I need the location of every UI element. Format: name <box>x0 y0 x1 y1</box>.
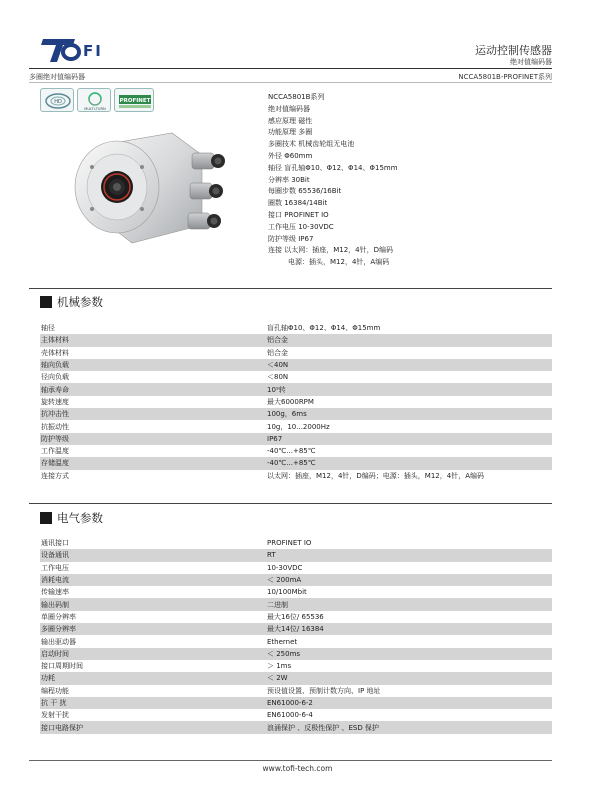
param-name: 防护等级 <box>41 434 69 443</box>
param-name: 轴向负载 <box>41 361 69 370</box>
table-row <box>40 598 552 610</box>
param-name: 接口电路保护 <box>41 723 83 732</box>
param-name: 抗振动性 <box>41 422 69 431</box>
param-value: PROFINET IO <box>267 539 312 548</box>
profinet-badge-icon <box>114 88 154 112</box>
spec-item: 工作电压 10-30VDC <box>268 222 334 231</box>
website-link[interactable]: www.tofi-tech.com <box>262 764 333 773</box>
table-row <box>40 697 552 709</box>
param-value: 铝合金 <box>267 348 288 357</box>
section-divider <box>29 288 552 289</box>
table-row <box>40 396 552 408</box>
param-name: 轴径 <box>41 324 55 333</box>
hd-badge-text: HD <box>54 99 62 105</box>
param-value: ＜ 200mA <box>267 576 302 585</box>
table-row <box>40 445 552 457</box>
table-row <box>40 347 552 359</box>
header-title: 运动控制传感器 <box>475 44 552 57</box>
table-row <box>40 383 552 395</box>
table-row <box>40 408 552 420</box>
spec-item: 多圈技术 机械齿轮组无电池 <box>268 140 355 149</box>
param-name: 旋转速度 <box>41 397 69 406</box>
param-value: -40℃...+85℃ <box>267 459 316 468</box>
param-name: 主体材料 <box>41 336 69 345</box>
table-row <box>40 709 552 721</box>
table-row <box>40 359 552 371</box>
section-divider <box>29 503 552 504</box>
table-row <box>40 685 552 697</box>
param-value: -40℃...+85℃ <box>267 447 316 456</box>
param-name: 传输速率 <box>41 588 69 597</box>
table-row <box>40 334 552 346</box>
mechanical-section-header <box>40 294 103 310</box>
spec-list <box>268 92 398 269</box>
company-logo <box>41 36 117 64</box>
param-value: EN61000-6-4 <box>267 711 313 720</box>
table-row <box>40 433 552 445</box>
spec-item: 接口 PROFINET IO <box>268 210 329 219</box>
footer-divider <box>29 760 552 761</box>
table-row <box>40 672 552 684</box>
param-value: 最大16位/ 65536 <box>267 612 324 621</box>
param-value: RT <box>267 551 276 560</box>
spec-item: 每圈步数 65536/16Bit <box>268 187 342 196</box>
table-row <box>40 660 552 672</box>
param-value: 铝合金 <box>267 336 288 345</box>
table-row <box>40 457 552 469</box>
spec-item: 电源：插头，M12，4针，A编码 <box>288 258 390 267</box>
spec-item: 外径 Φ60mm <box>268 151 313 160</box>
param-value: 以太网：插座，M12，4针，D编码；电源：插头，M12，4针，A编码 <box>267 471 484 480</box>
param-value: 盲孔轴Φ10、Φ12、Φ14、Φ15mm <box>267 324 381 333</box>
table-row <box>40 635 552 647</box>
param-name: 壳体材料 <box>41 348 69 357</box>
multiturn-badge-icon <box>77 88 111 112</box>
table-row <box>40 537 552 549</box>
encoder-product-image <box>62 125 232 250</box>
param-name: 连接方式 <box>41 471 69 480</box>
spec-item: 防护等级 IP67 <box>268 234 314 243</box>
product-category: 多圈绝对值编码器 <box>29 73 85 81</box>
header-divider <box>29 68 552 69</box>
multiturn-badge-text: MULTI-TURN <box>84 107 106 111</box>
section-title: 机械参数 <box>57 295 103 309</box>
param-value: 二进制 <box>267 600 288 609</box>
param-name: 抗冲击性 <box>41 410 69 419</box>
table-row <box>40 470 552 482</box>
param-name: 多圈分辨率 <box>41 625 76 634</box>
param-name: 通讯接口 <box>41 539 69 548</box>
table-row <box>40 562 552 574</box>
param-value: 浪涌保护 、反极性保护 、ESD 保护 <box>267 723 379 732</box>
spec-item: 圈数 16384/14Bit <box>268 199 328 208</box>
param-name: 功耗 <box>41 674 55 683</box>
spec-item: 轴径 盲孔轴Φ10、Φ12、Φ14、Φ15mm <box>268 163 398 172</box>
param-name: 发射干扰 <box>41 711 69 720</box>
param-value: 10⁹转 <box>267 385 286 394</box>
param-value: 100g，6ms <box>267 410 307 419</box>
param-name: 接口周期时间 <box>41 662 83 671</box>
param-value: 预设值设置、预制计数方向、IP 地址 <box>267 686 381 695</box>
table-row <box>40 586 552 598</box>
param-value: ＜ 2W <box>267 674 288 683</box>
svg-text:FI: FI <box>83 42 103 60</box>
table-row <box>40 574 552 586</box>
param-name: 径向负载 <box>41 373 69 382</box>
spec-item: 绝对值编码器 <box>268 104 310 113</box>
param-name: 轴承寿命 <box>41 385 69 394</box>
table-row <box>40 549 552 561</box>
param-value: 最大6000RPM <box>267 397 314 406</box>
table-row <box>40 648 552 660</box>
table-row <box>40 371 552 383</box>
param-name: 存储温度 <box>41 459 69 468</box>
param-name: 编程功能 <box>41 686 69 695</box>
param-name: 输出码制 <box>41 600 69 609</box>
electrical-table <box>40 537 552 734</box>
param-name: 工作温度 <box>41 447 69 456</box>
param-name: 工作电压 <box>41 563 69 572</box>
param-value: 最大14位/ 16384 <box>267 625 324 634</box>
spec-item: 功能原理 多圈 <box>268 128 313 137</box>
param-value: ＞ 1ms <box>267 662 292 671</box>
table-row <box>40 611 552 623</box>
product-series: NCCA5801B-PROFINET系列 <box>458 73 552 81</box>
table-row <box>40 623 552 635</box>
hd-badge-icon <box>40 88 74 112</box>
spec-item: 感应原理 磁性 <box>268 116 313 125</box>
table-row <box>40 721 552 733</box>
spec-item: 连接 以太网：插座，M12，4针，D编码 <box>268 246 394 255</box>
section-square-icon <box>40 512 52 524</box>
feature-badges <box>40 88 154 112</box>
electrical-section-header <box>40 510 103 526</box>
param-value: 10g，10...2000Hz <box>267 422 330 431</box>
table-row <box>40 322 552 334</box>
section-title: 电气参数 <box>57 511 103 525</box>
param-value: 10-30VDC <box>267 563 303 572</box>
header-subtitle: 绝对值编码器 <box>510 58 552 66</box>
param-value: ＜80N <box>267 373 289 382</box>
spec-item: NCCA5801B系列 <box>268 93 325 101</box>
param-value: EN61000-6-2 <box>267 699 313 707</box>
param-value: Ethernet <box>267 637 298 646</box>
param-name: 抗 干 扰 <box>41 699 67 707</box>
profinet-badge-text: PROFINET <box>119 98 151 104</box>
section-square-icon <box>40 296 52 308</box>
param-value: ＜ 250ms <box>267 649 301 658</box>
spec-item: 分辨率 30Bit <box>268 175 310 184</box>
param-value: IP67 <box>267 434 283 443</box>
param-name: 单圈分辨率 <box>41 612 76 621</box>
mechanical-table <box>40 322 552 482</box>
param-name: 输出驱动器 <box>41 637 76 646</box>
header-divider-secondary <box>29 82 552 83</box>
param-name: 设备通讯 <box>41 551 69 560</box>
param-name: 消耗电流 <box>41 576 69 585</box>
param-value: 10/100Mbit <box>267 588 307 597</box>
param-value: ＜40N <box>267 361 289 370</box>
param-name: 启动时间 <box>41 649 69 658</box>
table-row <box>40 420 552 432</box>
